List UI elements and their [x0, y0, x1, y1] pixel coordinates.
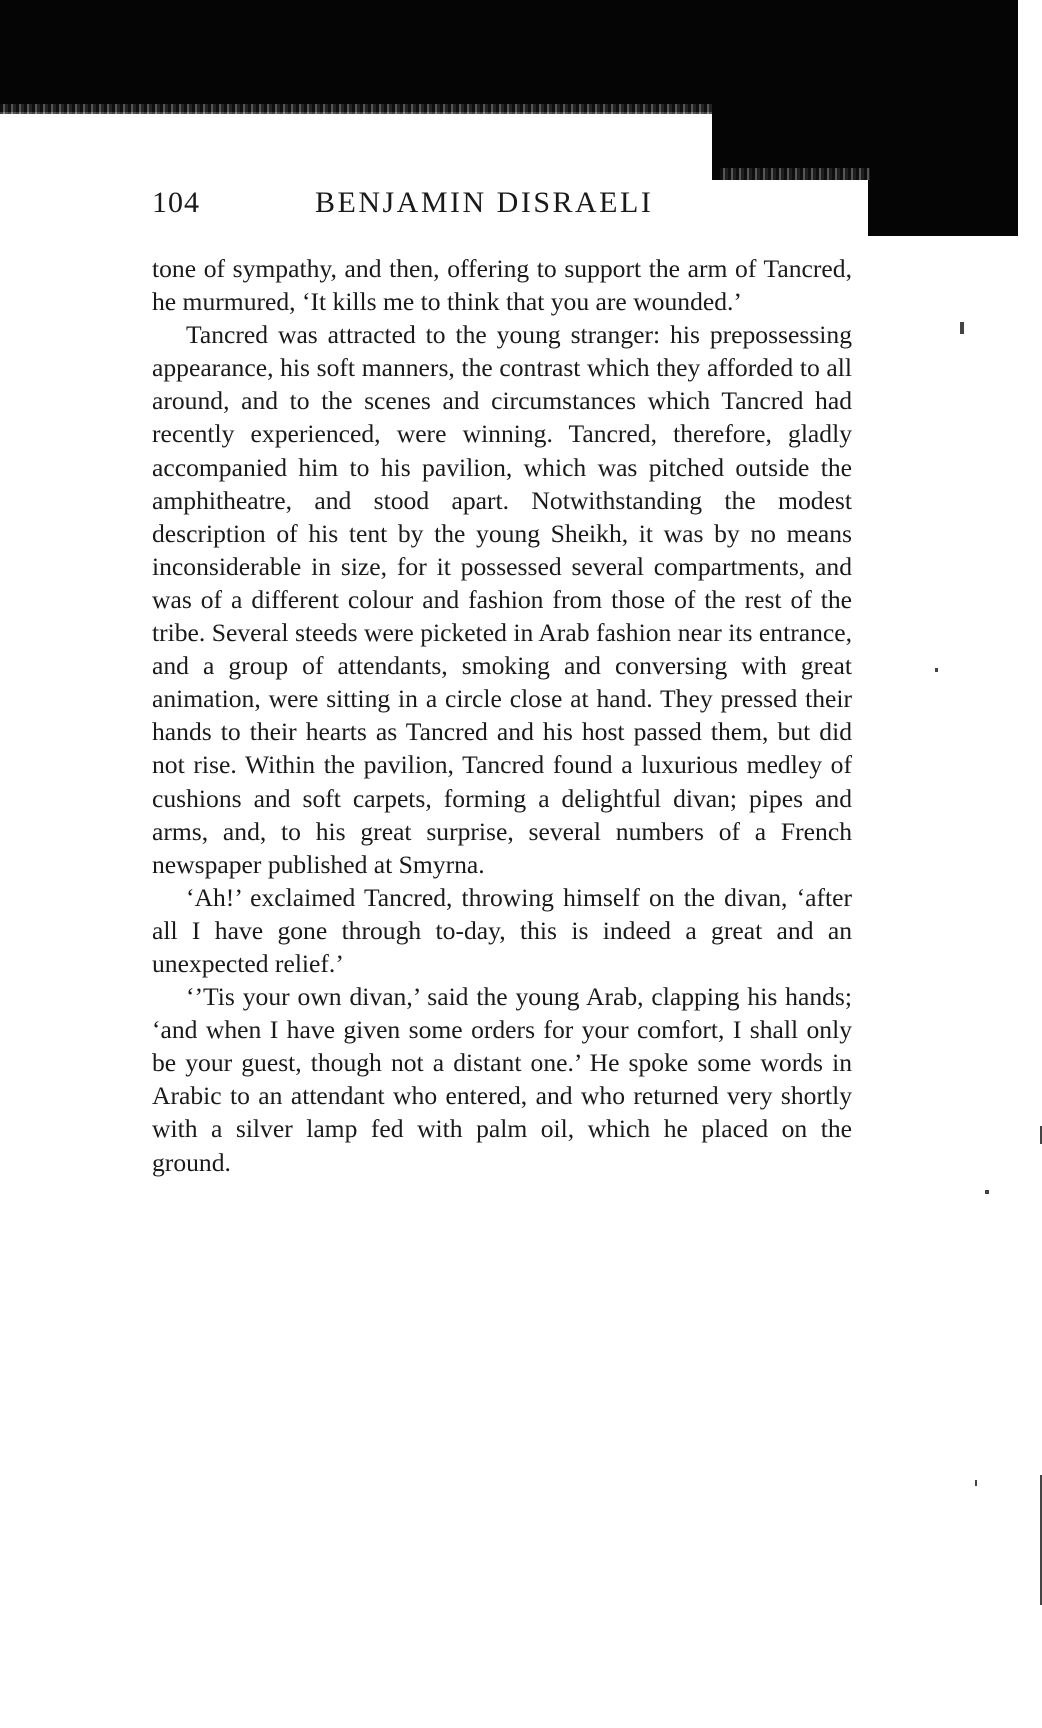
page-header	[152, 186, 852, 226]
body-text	[152, 252, 852, 1179]
paragraph: Tancred was attracted to the young stranger: his prepossessing appearance, his soft manners, the contrast which they afforded to all around, and to the scenes and circumstances which Tancred had recently experienced, were winning. Tancred, therefore, gladly accompanied him to his pavilion, which was pitched outside the amphitheatre, and stood apart. Notwithstanding the modest description of his tent by the young Sheikh, it was by no means inconsiderable in size, for it possessed several compartments, and was of a different colour and fashion from those of the rest of the tribe. Several steeds were picketed in Arab fashion near its entrance, and a group of attendants, smoking and conversing with great animation, were sitting in a circle close at hand. They pressed their hands to their hearts as Tancred and his host passed them, but did not rise. Within the pavilion, Tancred found a luxurious medley of cushions and soft carpets, forming a delightful divan; pipes and arms, and, to his great surprise, several numbers of a French newspaper published at Smyrna.	[152, 320, 852, 879]
scan-margin-top	[0, 0, 1018, 112]
page-number: 104	[152, 186, 200, 219]
scan-edge-noise	[0, 104, 730, 114]
paragraph: ‘Ah!’ exclaimed Tancred, throwing himself on the divan, ‘after all I have gone through to-day, this is indeed a great and an unexpected relief.’	[152, 882, 852, 978]
scan-margin-right-lower	[868, 170, 1018, 236]
scan-speck	[935, 668, 938, 672]
scan-speck	[985, 1190, 989, 1194]
scan-speck	[960, 322, 964, 334]
running-title: BENJAMIN DISRAELI	[315, 186, 654, 219]
scan-speck	[975, 1480, 977, 1486]
paragraph: ‘’Tis your own divan,’ said the young Arab, clapping his hands; ‘and when I have given some orders for your comfort, I shall only be your guest, though not a distant one.’ He spoke some words in Arabic to an attendant who entered, and who returned very shortly with a silver lamp fed with palm oil, which he placed on the ground.	[152, 982, 852, 1177]
paragraph: tone of sympathy, and then, offering to support the arm of Tancred, he murmured, ‘It kills me to think that you are wounded.’	[152, 254, 852, 317]
scan-edge-noise-right	[720, 168, 870, 180]
